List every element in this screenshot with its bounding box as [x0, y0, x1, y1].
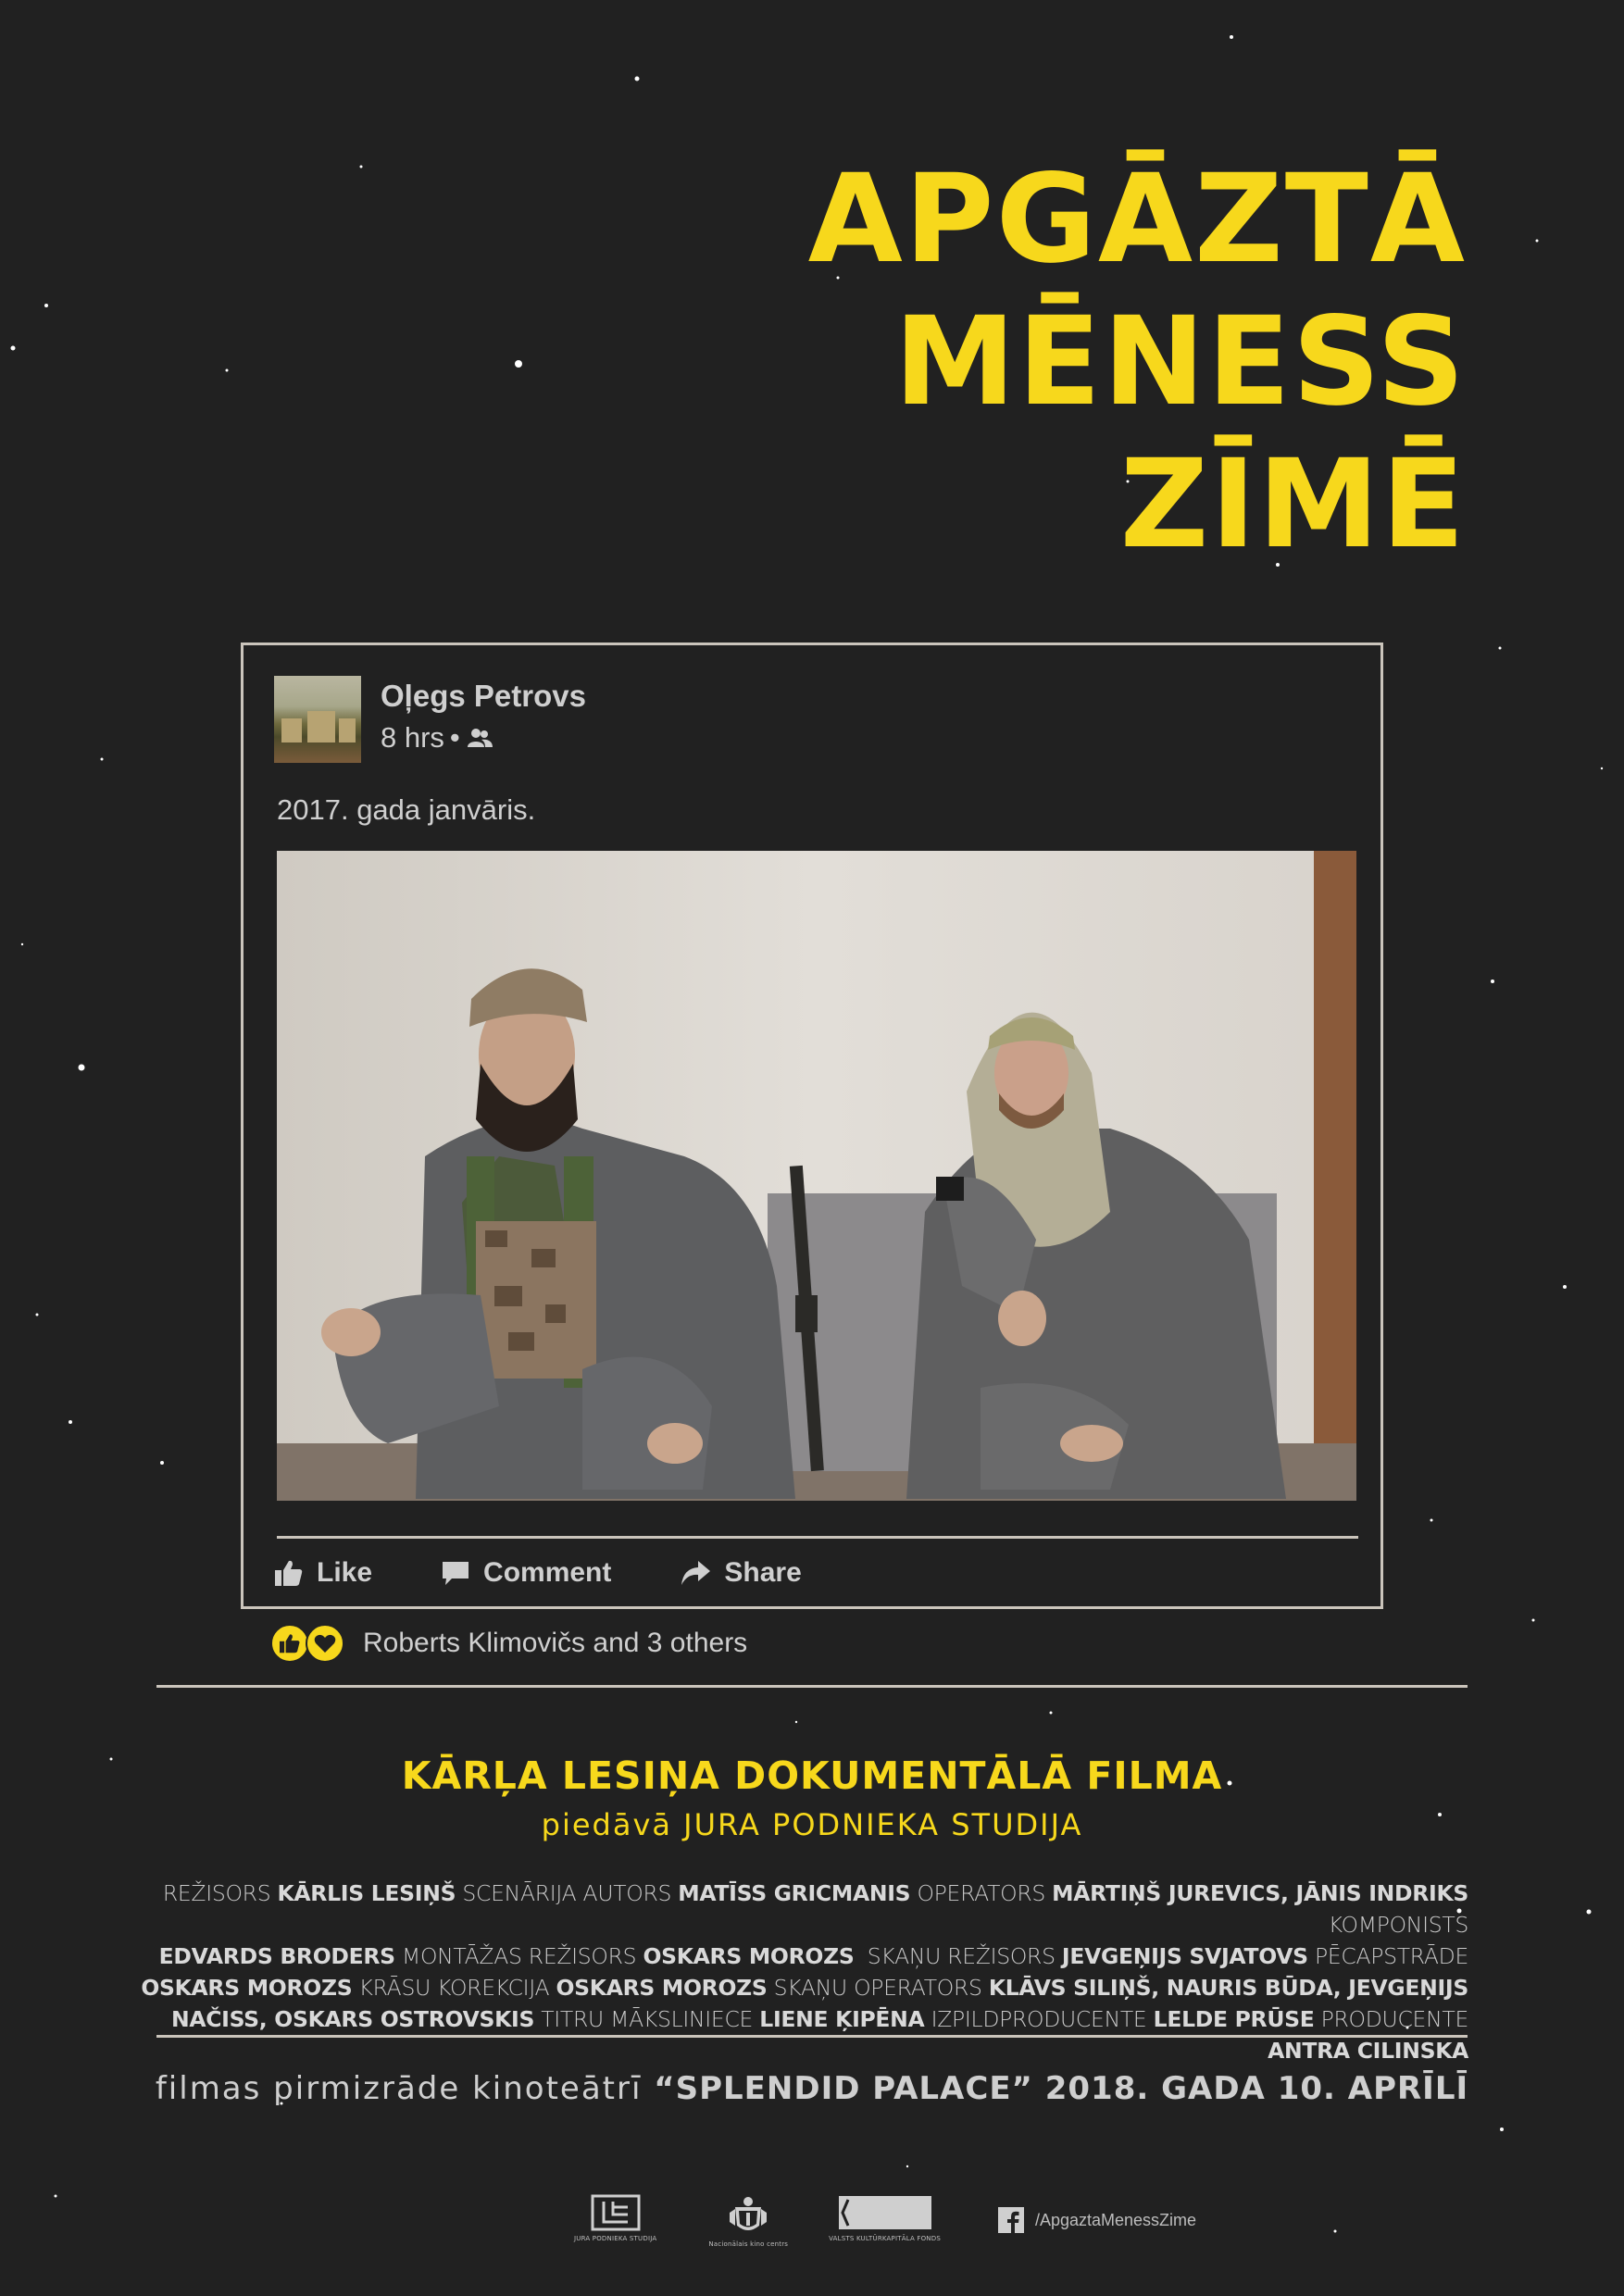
vkkf-logo-mark [839, 2194, 931, 2231]
premiere-venue-date: “SPLENDID PALACE” 2018. GADA 10. APRĪLĪ [654, 2070, 1469, 2107]
thumbs-up-icon [274, 1559, 304, 1587]
credit-role: KOMPONISTS [1328, 1912, 1468, 1938]
avatar[interactable] [274, 676, 361, 763]
coat-of-arms-icon [728, 2194, 768, 2237]
section-divider-bottom [156, 2035, 1468, 2038]
studio-logo-caption: JURA PODNIEKA STUDIJA [574, 2235, 657, 2242]
credit-role: SKAŅU REŽISORS [867, 1943, 1056, 1969]
credit-name: ANTRA CILINSKA [1268, 2038, 1468, 2064]
facebook-link[interactable] [998, 2207, 1196, 2233]
post-reactions[interactable] [270, 1624, 747, 1663]
like-label: Like [317, 1557, 373, 1588]
film-credits [139, 1878, 1468, 2066]
credit-role: SCENĀRIJA AUTORS [462, 1880, 672, 1906]
credit-role: OPERATORS [917, 1880, 1045, 1906]
film-heading: KĀRĻA LESIŅA DOKUMENTĀLĀ FILMA [401, 1753, 1223, 1798]
studio-logo-mark [591, 2194, 641, 2231]
reaction-icons [270, 1624, 344, 1663]
title-line-1: APGĀZTĀ [807, 148, 1467, 291]
credit-name: LELDE PRŪSE [1153, 2006, 1315, 2032]
comment-label: Comment [483, 1557, 612, 1588]
sponsor-logos [574, 2194, 1196, 2259]
section-divider-top [156, 1685, 1468, 1688]
heart-reaction-icon [306, 1624, 344, 1663]
credit-name: KLĀVS SILIŅŠ, NAURIS BŪDA, JEVGEŅIJS NAČISS, OSKARS OSTROVSKIS [170, 1975, 1468, 2032]
post-text: 2017. gada janvāris. [277, 793, 536, 826]
share-icon [680, 1559, 711, 1587]
credit-name: EDVARDS BRODERS [158, 1943, 395, 1969]
poster-title [808, 148, 1467, 576]
nkc-logo-caption: Nacionālais kino centrs [708, 2240, 789, 2248]
social-post-card [241, 643, 1383, 1609]
credit-role: MONTĀŽAS REŽISORS [401, 1943, 637, 1969]
premiere-prefix: filmas pirmizrāde kinoteātrī [155, 2070, 643, 2107]
credit-name: KĀRLIS LESIŅŠ [277, 1880, 456, 1906]
credit-name: MATĪSS GRICMANIS [678, 1880, 911, 1906]
share-button[interactable] [680, 1557, 801, 1589]
credit-role: PRODUCENTE [1320, 2006, 1468, 2032]
credit-name: MĀRTIŅŠ JUREVICS, JĀNIS INDRIKS [1052, 1880, 1468, 1906]
credit-role: TITRU MĀKSLINIECE [541, 2006, 754, 2032]
facebook-handle[interactable]: /ApgaztaMenessZime [1034, 2210, 1197, 2229]
comment-icon [441, 1559, 470, 1587]
facebook-icon [998, 2207, 1024, 2233]
post-actions-bar [274, 1553, 802, 1593]
film-presenter: piedāvā JURA PODNIEKA STUDIJA [541, 1807, 1083, 1842]
like-button[interactable] [274, 1557, 372, 1589]
credit-role: SKAŅU OPERATORS [773, 1975, 982, 2001]
post-photo[interactable] [277, 851, 1356, 1501]
credit-name: OSKARS MOROZS [556, 1975, 768, 2001]
like-reaction-icon [270, 1624, 309, 1663]
vkkf-logo-caption: VALSTS KULTŪRKAPITĀLA FONDS [829, 2235, 941, 2242]
credit-role: PĒCAPSTRĀDE [1314, 1943, 1468, 1969]
title-line-2: MĒNESS [893, 291, 1467, 433]
post-meta [381, 721, 493, 755]
post-author-name[interactable]: Oļegs Petrovs [381, 679, 586, 713]
nkc-logo [708, 2194, 788, 2248]
friends-icon [466, 727, 493, 749]
studio-logo [574, 2194, 656, 2242]
share-label: Share [724, 1557, 802, 1588]
post-time[interactable]: 8 hrs [381, 721, 444, 754]
meta-separator: • [449, 721, 460, 754]
credit-role: IZPILDPRODUCENTE [931, 2006, 1147, 2032]
credit-role: REŽISORS [162, 1880, 271, 1906]
credit-name: OSKARS MOROZS [141, 1975, 353, 2001]
title-line-3: ZĪMĒ [1119, 433, 1467, 576]
credit-name: OSKARS MOROZS [643, 1943, 855, 1969]
post-actions-divider [277, 1536, 1358, 1539]
credit-name: LIENE ĶIPĒNA [759, 2006, 925, 2032]
premiere-line [0, 2070, 1624, 2107]
reactions-text[interactable]: Roberts Klimovičs and 3 others [363, 1628, 748, 1658]
credit-name: JEVGEŅIJS SVJATOVS [1061, 1943, 1308, 1969]
vkkf-logo [829, 2194, 941, 2242]
comment-button[interactable] [441, 1557, 611, 1589]
credit-role: KRĀSU KOREKCIJA [358, 1975, 550, 2001]
